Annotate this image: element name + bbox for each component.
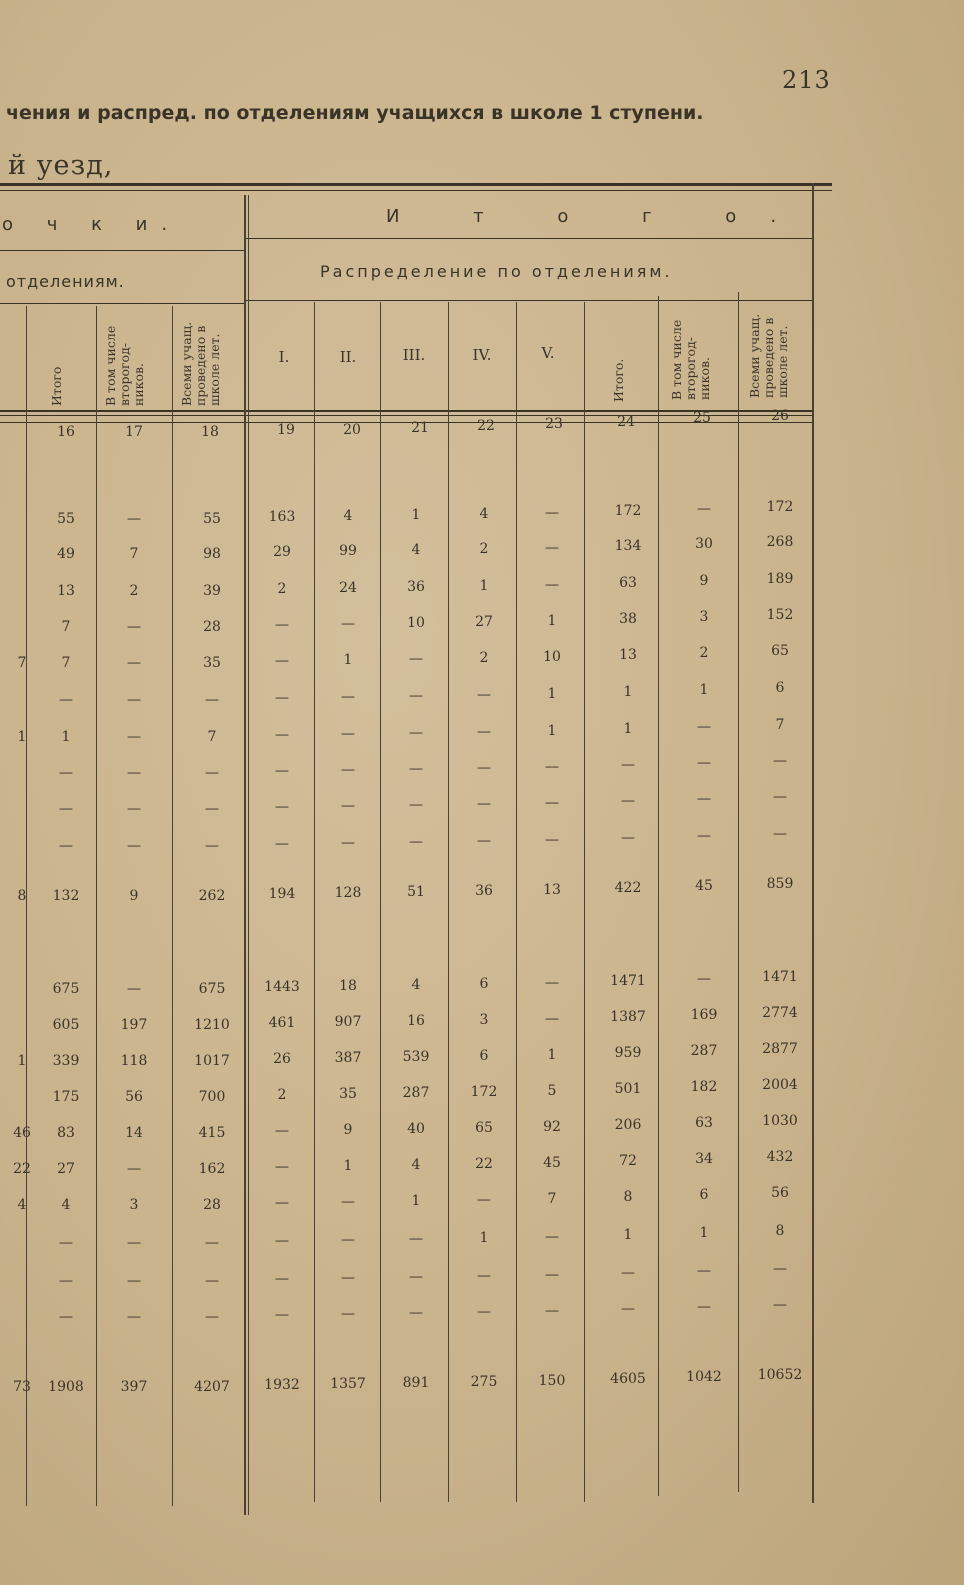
table-cell: — xyxy=(127,692,141,708)
table-cell: — xyxy=(545,1267,559,1283)
table-cell: — xyxy=(477,1192,491,1208)
column-header: IV. xyxy=(472,346,492,364)
table-cell: 2774 xyxy=(762,1005,798,1021)
page-number: 213 xyxy=(782,66,831,94)
subheader-right: Распределение по отделениям. xyxy=(320,262,673,281)
table-cell: 38 xyxy=(619,611,637,627)
table-cell: — xyxy=(127,1235,141,1251)
table-cell: 1443 xyxy=(264,979,300,995)
table-cell: — xyxy=(205,1309,219,1325)
table-cell: — xyxy=(127,511,141,527)
table-cell: 2 xyxy=(699,645,709,661)
table-cell: — xyxy=(545,505,559,521)
table-cell: 432 xyxy=(766,1149,794,1165)
table-cell: — xyxy=(621,830,635,846)
table-cell: — xyxy=(341,762,355,778)
table-cell: 172 xyxy=(766,499,794,515)
column-number: 26 xyxy=(771,408,789,424)
table-cell: 675 xyxy=(52,981,80,997)
column-header: Итого. xyxy=(611,358,626,402)
table-cell: 700 xyxy=(198,1089,226,1105)
table-cell: — xyxy=(545,795,559,811)
column-line xyxy=(516,302,517,1502)
table-cell: — xyxy=(773,753,787,769)
table-cell: 6 xyxy=(479,1048,489,1064)
table-cell: — xyxy=(127,655,141,671)
table-cell: 4 xyxy=(411,542,421,558)
table-cell: 172 xyxy=(614,503,642,519)
table-cell: 4 xyxy=(411,1157,421,1173)
table-cell: 1 xyxy=(411,1193,421,1209)
table-cell: — xyxy=(545,759,559,775)
subheader-left: отделениям. xyxy=(6,272,125,291)
table-cell: 1 xyxy=(623,721,633,737)
left-edge-value: 1 xyxy=(17,729,27,745)
table-cell: — xyxy=(409,761,423,777)
table-cell: — xyxy=(409,797,423,813)
table-cell: 65 xyxy=(475,1120,493,1136)
table-cell: — xyxy=(477,687,491,703)
table-cell: 1042 xyxy=(686,1369,722,1385)
table-cell: — xyxy=(127,801,141,817)
table-cell: 14 xyxy=(125,1125,143,1141)
table-cell: 35 xyxy=(339,1086,357,1102)
table-cell: — xyxy=(275,653,289,669)
table-cell: 2 xyxy=(479,650,489,666)
table-cell: — xyxy=(275,1271,289,1287)
left-edge-value: 73 xyxy=(13,1379,31,1395)
table-cell: — xyxy=(59,765,73,781)
group-rule-right xyxy=(246,238,812,239)
table-cell: 24 xyxy=(339,580,357,596)
column-header: В том числе второгод-ников. xyxy=(103,325,146,406)
table-cell: 3 xyxy=(479,1012,489,1028)
table-cell: 128 xyxy=(334,885,362,901)
table-cell: — xyxy=(275,1123,289,1139)
table-cell: — xyxy=(773,826,787,842)
table-cell: — xyxy=(127,1161,141,1177)
table-cell: 1471 xyxy=(610,973,646,989)
column-line xyxy=(314,302,315,1502)
table-cell: — xyxy=(341,1306,355,1322)
table-cell: — xyxy=(205,1235,219,1251)
table-cell: — xyxy=(59,1309,73,1325)
column-header: В том числе второгод-ников. xyxy=(669,319,712,400)
column-number: 25 xyxy=(693,410,711,426)
table-cell: — xyxy=(697,828,711,844)
table-cell: 1 xyxy=(699,682,709,698)
table-cell: — xyxy=(697,719,711,735)
table-cell: — xyxy=(341,1270,355,1286)
table-cell: 8 xyxy=(623,1189,633,1205)
table-cell: 63 xyxy=(619,575,637,591)
column-line xyxy=(658,296,659,1496)
table-cell: 51 xyxy=(407,884,425,900)
table-cell: — xyxy=(409,1305,423,1321)
top-rule xyxy=(0,183,832,186)
table-cell: 9 xyxy=(343,1122,353,1138)
table-cell: 287 xyxy=(690,1043,718,1059)
table-cell: 2 xyxy=(129,583,139,599)
table-cell: 28 xyxy=(203,1197,221,1213)
table-cell: 262 xyxy=(198,888,226,904)
column-number: 17 xyxy=(125,424,143,440)
table-cell: — xyxy=(205,801,219,817)
table-right-border xyxy=(812,183,814,1503)
table-cell: 2877 xyxy=(762,1041,798,1057)
table-cell: 175 xyxy=(52,1089,80,1105)
table-cell: 72 xyxy=(619,1153,637,1169)
sub-rule-left xyxy=(0,303,244,304)
table-cell: 1471 xyxy=(762,969,798,985)
table-cell: 132 xyxy=(52,888,80,904)
table-cell: 287 xyxy=(402,1085,430,1101)
table-cell: — xyxy=(341,726,355,742)
table-cell: 2 xyxy=(479,541,489,557)
group-divider xyxy=(244,195,246,1515)
table-cell: 99 xyxy=(339,543,357,559)
table-cell: 1 xyxy=(411,507,421,523)
table-cell: 65 xyxy=(771,643,789,659)
table-cell: 1908 xyxy=(48,1379,84,1395)
table-cell: 1 xyxy=(343,1158,353,1174)
column-header: Всеми учащ. проведено в школе лет. xyxy=(747,313,790,398)
table-cell: 6 xyxy=(699,1187,709,1203)
table-cell: — xyxy=(697,755,711,771)
table-cell: — xyxy=(545,577,559,593)
table-cell: 1 xyxy=(623,1227,633,1243)
table-cell: — xyxy=(545,540,559,556)
table-cell: 539 xyxy=(402,1049,430,1065)
table-cell: — xyxy=(697,1299,711,1315)
table-cell: 18 xyxy=(339,978,357,994)
column-number: 23 xyxy=(545,416,563,432)
table-cell: 1387 xyxy=(610,1009,646,1025)
table-cell: — xyxy=(275,1195,289,1211)
table-cell: — xyxy=(409,725,423,741)
table-cell: 1 xyxy=(699,1225,709,1241)
table-cell: — xyxy=(697,1263,711,1279)
table-cell: — xyxy=(477,1304,491,1320)
table-cell: — xyxy=(59,1235,73,1251)
table-cell: 10 xyxy=(543,649,561,665)
table-cell: 36 xyxy=(407,579,425,595)
column-line xyxy=(584,302,585,1502)
table-cell: 1 xyxy=(343,652,353,668)
column-header: Итого xyxy=(49,366,64,406)
table-cell: — xyxy=(275,1159,289,1175)
table-cell: 152 xyxy=(766,607,794,623)
table-cell: — xyxy=(477,724,491,740)
table-cell: 1357 xyxy=(330,1376,366,1392)
table-cell: 2 xyxy=(277,581,287,597)
table-cell: 98 xyxy=(203,546,221,562)
table-cell: 10 xyxy=(407,615,425,631)
left-edge-value: 8 xyxy=(17,888,27,904)
group-divider xyxy=(248,195,249,1515)
left-edge-value: 1 xyxy=(17,1053,27,1069)
table-cell: 13 xyxy=(543,882,561,898)
group-header-right: И т о г о. xyxy=(386,206,811,227)
table-cell: 27 xyxy=(57,1161,75,1177)
table-cell: 1017 xyxy=(194,1053,230,1069)
table-cell: 45 xyxy=(543,1155,561,1171)
table-cell: 387 xyxy=(334,1050,362,1066)
left-edge-value: 7 xyxy=(17,655,27,671)
table-cell: 7 xyxy=(207,729,217,745)
column-line xyxy=(172,306,173,1506)
table-cell: 36 xyxy=(475,883,493,899)
table-cell: — xyxy=(275,1307,289,1323)
table-cell: — xyxy=(545,832,559,848)
table-cell: 55 xyxy=(57,511,75,527)
table-cell: 339 xyxy=(52,1053,80,1069)
table-cell: — xyxy=(59,1273,73,1289)
table-cell: 4207 xyxy=(194,1379,230,1395)
table-cell: 1932 xyxy=(264,1377,300,1393)
table-cell: 2 xyxy=(277,1087,287,1103)
table-cell: 118 xyxy=(120,1053,148,1069)
table-cell: 8 xyxy=(775,1223,785,1239)
table-cell: 1 xyxy=(479,578,489,594)
table-cell: 29 xyxy=(273,544,291,560)
table-cell: — xyxy=(545,1229,559,1245)
table-cell: 13 xyxy=(57,583,75,599)
table-cell: 4 xyxy=(343,508,353,524)
table-cell: — xyxy=(275,763,289,779)
table-cell: 1 xyxy=(547,686,557,702)
table-cell: 1030 xyxy=(762,1113,798,1129)
table-cell: 7 xyxy=(61,619,71,635)
table-cell: 5 xyxy=(547,1083,557,1099)
table-cell: 9 xyxy=(129,888,139,904)
table-cell: 9 xyxy=(699,573,709,589)
table-cell: 4 xyxy=(61,1197,71,1213)
table-cell: 35 xyxy=(203,655,221,671)
table-cell: 40 xyxy=(407,1121,425,1137)
table-cell: 891 xyxy=(402,1375,430,1391)
table-cell: 172 xyxy=(470,1084,498,1100)
table-cell: 92 xyxy=(543,1119,561,1135)
table-cell: 6 xyxy=(775,680,785,696)
table-cell: — xyxy=(773,1297,787,1313)
table-cell: 959 xyxy=(614,1045,642,1061)
table-cell: 163 xyxy=(268,509,296,525)
table-cell: 189 xyxy=(766,571,794,587)
column-number: 20 xyxy=(343,422,361,438)
table-cell: 461 xyxy=(268,1015,296,1031)
table-cell: 22 xyxy=(475,1156,493,1172)
table-cell: 7 xyxy=(129,546,139,562)
group-rule-left xyxy=(0,250,244,251)
table-cell: 150 xyxy=(538,1373,566,1389)
table-cell: 83 xyxy=(57,1125,75,1141)
table-cell: 182 xyxy=(690,1079,718,1095)
table-cell: 3 xyxy=(699,609,709,625)
table-cell: — xyxy=(409,688,423,704)
table-cell: — xyxy=(773,1261,787,1277)
table-cell: — xyxy=(127,729,141,745)
table-cell: 169 xyxy=(690,1007,718,1023)
table-cell: — xyxy=(409,1231,423,1247)
table-cell: — xyxy=(275,799,289,815)
table-cell: — xyxy=(545,1303,559,1319)
table-cell: 1 xyxy=(547,1047,557,1063)
column-line xyxy=(738,292,739,1492)
top-rule-thin xyxy=(0,190,832,191)
column-number: 19 xyxy=(277,422,295,438)
table-cell: — xyxy=(127,1309,141,1325)
table-cell: — xyxy=(545,975,559,991)
table-cell: — xyxy=(127,1273,141,1289)
table-cell: 162 xyxy=(198,1161,226,1177)
table-cell: 45 xyxy=(695,878,713,894)
table-cell: — xyxy=(341,1232,355,1248)
table-cell: — xyxy=(205,692,219,708)
left-edge-value: 22 xyxy=(13,1161,31,1177)
table-cell: 3 xyxy=(129,1197,139,1213)
table-cell: 39 xyxy=(203,583,221,599)
table-cell: 605 xyxy=(52,1017,80,1033)
left-edge-value: 4 xyxy=(17,1197,27,1213)
table-cell: — xyxy=(621,757,635,773)
table-cell: — xyxy=(477,760,491,776)
table-cell: 194 xyxy=(268,886,296,902)
column-number: 18 xyxy=(201,424,219,440)
table-cell: — xyxy=(697,971,711,987)
table-cell: — xyxy=(341,1194,355,1210)
table-cell: 16 xyxy=(407,1013,425,1029)
table-cell: 1 xyxy=(547,613,557,629)
table-cell: 422 xyxy=(614,880,642,896)
table-cell: 13 xyxy=(619,647,637,663)
table-cell: — xyxy=(409,651,423,667)
table-title: чения и распред. по отделениям учащихся в школе 1 ступени. xyxy=(6,102,704,124)
table-cell: 675 xyxy=(198,981,226,997)
table-cell: — xyxy=(341,616,355,632)
table-cell: — xyxy=(127,619,141,635)
table-cell: — xyxy=(341,835,355,851)
table-cell: 7 xyxy=(547,1191,557,1207)
table-cell: 1 xyxy=(61,729,71,745)
table-cell: — xyxy=(275,836,289,852)
table-cell: 206 xyxy=(614,1117,642,1133)
table-cell: — xyxy=(621,793,635,809)
column-line xyxy=(96,306,97,1506)
table-cell: 907 xyxy=(334,1014,362,1030)
table-cell: 268 xyxy=(766,534,794,550)
table-cell: 34 xyxy=(695,1151,713,1167)
table-cell: — xyxy=(275,1233,289,1249)
column-number: 24 xyxy=(617,414,635,430)
column-header: Всеми учащ. проведено в школе лет. xyxy=(179,321,222,406)
column-header: II. xyxy=(339,348,357,366)
table-cell: — xyxy=(477,833,491,849)
table-cell: — xyxy=(477,796,491,812)
table-cell: — xyxy=(545,1011,559,1027)
table-cell: 2004 xyxy=(762,1077,798,1093)
column-line xyxy=(380,302,381,1502)
left-edge-value: 46 xyxy=(13,1125,31,1141)
table-cell: — xyxy=(205,838,219,854)
table-cell: 10652 xyxy=(757,1367,803,1383)
table-cell: — xyxy=(697,501,711,517)
table-cell: 1 xyxy=(479,1230,489,1246)
table-cell: — xyxy=(205,765,219,781)
table-cell: — xyxy=(275,727,289,743)
table-cell: — xyxy=(409,834,423,850)
table-cell: — xyxy=(59,801,73,817)
table-cell: — xyxy=(773,789,787,805)
table-cell: — xyxy=(275,690,289,706)
column-number: 22 xyxy=(477,418,495,434)
table-cell: 1 xyxy=(623,684,633,700)
column-header: V. xyxy=(541,344,555,362)
table-cell: 27 xyxy=(475,614,493,630)
table-cell: — xyxy=(409,1269,423,1285)
table-cell: — xyxy=(59,838,73,854)
table-cell: 4 xyxy=(479,506,489,522)
table-cell: 56 xyxy=(125,1089,143,1105)
table-cell: 134 xyxy=(614,538,642,554)
table-cell: — xyxy=(127,981,141,997)
table-cell: — xyxy=(477,1268,491,1284)
table-cell: 6 xyxy=(479,976,489,992)
table-cell: — xyxy=(205,1273,219,1289)
table-cell: 28 xyxy=(203,619,221,635)
column-header: I. xyxy=(278,348,290,366)
column-header: III. xyxy=(402,346,426,364)
table-cell: 56 xyxy=(771,1185,789,1201)
table-cell: 4605 xyxy=(610,1371,646,1387)
table-cell: 7 xyxy=(775,717,785,733)
table-cell: — xyxy=(341,689,355,705)
table-cell: — xyxy=(127,765,141,781)
table-cell: 63 xyxy=(695,1115,713,1131)
table-cell: 1210 xyxy=(194,1017,230,1033)
table-cell: 49 xyxy=(57,546,75,562)
table-cell: — xyxy=(341,798,355,814)
table-cell: 7 xyxy=(61,655,71,671)
table-cell: 397 xyxy=(120,1379,148,1395)
sub-rule-right xyxy=(246,300,812,301)
table-cell: 501 xyxy=(614,1081,642,1097)
column-line xyxy=(448,302,449,1502)
table-cell: 275 xyxy=(470,1374,498,1390)
table-cell: 55 xyxy=(203,511,221,527)
table-cell: — xyxy=(127,838,141,854)
table-cell: 4 xyxy=(411,977,421,993)
table-cell: — xyxy=(621,1301,635,1317)
column-number: 21 xyxy=(411,420,429,436)
table-subtitle: й уезд, xyxy=(8,150,114,181)
group-header-left: о ч к и. xyxy=(2,214,182,235)
table-cell: 1 xyxy=(547,723,557,739)
table-cell: — xyxy=(275,617,289,633)
table-cell: 30 xyxy=(695,536,713,552)
table-cell: 26 xyxy=(273,1051,291,1067)
table-cell: — xyxy=(621,1265,635,1281)
table-cell: 859 xyxy=(766,876,794,892)
column-number: 16 xyxy=(57,424,75,440)
table-cell: — xyxy=(59,692,73,708)
column-line xyxy=(26,306,27,1506)
table-cell: — xyxy=(697,791,711,807)
table-cell: 415 xyxy=(198,1125,226,1141)
table-cell: 197 xyxy=(120,1017,148,1033)
